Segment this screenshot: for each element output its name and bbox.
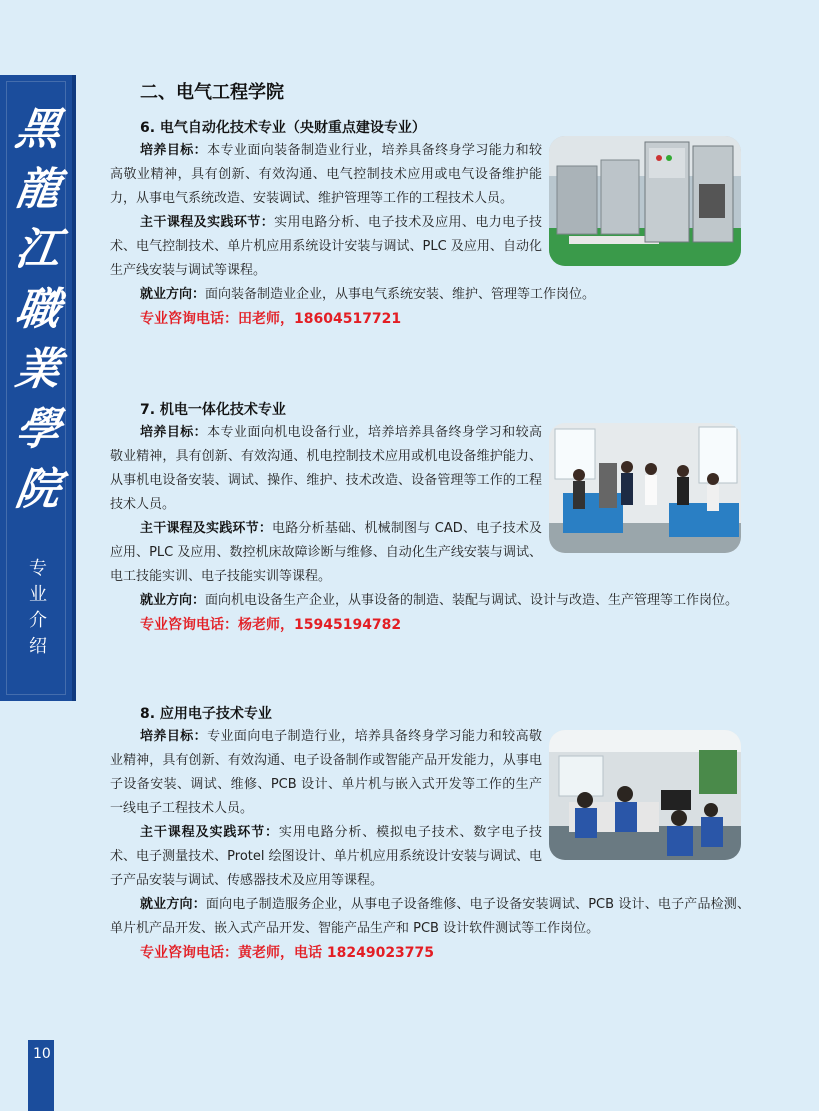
major-title: 7. 机电一体化技术专业 [140,402,286,418]
employment-label: 就业方向： [140,593,206,608]
contact-phone: 专业咨询电话：杨老师，15945194782 [140,617,402,633]
main-courses-text: 实用电路分析、电子技术及应用、电力电子技术、电气控制技术、单片机应用系统设计安装与调试、PLC 及应用、自动化生产线安装与调试等课程。 [110,215,542,278]
employment-label: 就业方向： [140,897,206,912]
calligraphy-char: 院 [12,464,64,515]
training-goal-text: 专业面向电子制造行业，培养具备终身学习能力和较高敬业精神，具有创新、有效沟通、电子设备制作或智能产品开发能力，从事电子设备安装、调试、维修、PCB 设计、单片机与嵌入式开发等工作的生产一线电子工程技术人员。 [110,729,542,816]
main-courses [110,211,542,283]
section-title: 二、电气工程学院 [140,82,284,103]
calligraphy-char: 龍 [12,164,64,215]
label-char: 业 [29,584,47,605]
training-goal [110,725,542,821]
label-char: 介 [29,610,47,631]
main-courses [110,821,542,893]
major-title: 6. 电气自动化技术专业（央财重点建设专业） [140,120,426,136]
calligraphy-char: 職 [12,284,64,335]
training-goal-text: 本专业面向装备制造业行业，培养具备终身学习能力和较高敬业精神，具有创新、有效沟通、电气控制技术应用或电气设备维护能力，从事电气系统改造、安装调试、维护管理等工作的工程技术人员。 [110,143,542,206]
employment-text: 面向机电设备生产企业，从事设备的制造、装配与调试、设计与改造、生产管理等工作岗位。 [205,593,739,608]
main-courses-label: 主干课程及实践环节： [140,825,279,840]
training-goal [110,421,542,517]
employment-direction [110,893,750,941]
training-goal-label: 培养目标： [140,143,208,158]
calligraphy-char: 黑 [12,104,64,155]
electronics-lab-photo [549,730,741,860]
calligraphy-char: 業 [12,344,64,395]
mechatronics-lab-photo [549,423,741,553]
training-goal-text: 本专业面向机电设备行业，培养培养具备终身学习和较高敬业精神，具有创新、有效沟通、机电控制技术应用或机电设备维护能力、从事机电设备安装、调试、操作、维护、技术改造、设备管理等工作的工程技术人员。 [110,425,542,512]
training-goal [110,139,542,211]
employment-label: 就业方向： [140,287,206,302]
electrical-cabinet-lab-icon [549,136,741,266]
training-goal-label: 培养目标： [140,425,208,440]
calligraphy-char: 江 [12,224,64,275]
main-courses-text: 实用电路分析、模拟电子技术、数字电子技术、电子测量技术、Protel 绘图设计、单片机应用系统设计安装与调试、电子产品安装与调试、传感器技术及应用等课程。 [110,825,542,888]
page-number: 10 [33,1046,51,1062]
contact-phone: 专业咨询电话：田老师，18604517721 [140,311,402,327]
main-courses-text: 电路分析基础、机械制图与 CAD、电子技术及应用、PLC 及应用、数控机床故障诊断与维修、自动化生产线安装与调试、电工技能实训、电子技能实训等课程。 [110,521,542,584]
sidebar-section-label [0,556,76,660]
employment-direction [110,283,750,307]
calligraphy-char: 學 [12,404,64,455]
main-courses-label: 主干课程及实践环节： [140,215,275,230]
mechatronics-lab-icon [549,423,741,553]
employment-text: 面向装备制造业企业，从事电气系统安装、维护、管理等工作岗位。 [205,287,596,302]
employment-direction [110,589,750,613]
label-char: 专 [29,558,47,579]
main-courses-label: 主干课程及实践环节： [140,521,273,536]
electrical-lab-photo [549,136,741,266]
employment-text: 面向电子制造服务企业，从事电子设备维修、电子设备安装调试、PCB 设计、电子产品检测、单片机产品开发、嵌入式产品开发、智能产品生产和 PCB 设计软件测试等工作岗位。 [110,897,750,936]
contact-phone: 专业咨询电话：黄老师，电话 18249023775 [140,945,435,961]
major-title: 8. 应用电子技术专业 [140,706,272,722]
electronics-lab-icon [549,730,741,860]
main-courses [110,517,542,589]
school-name-calligraphy [0,100,76,520]
training-goal-label: 培养目标： [140,729,208,744]
label-char: 绍 [29,636,47,657]
